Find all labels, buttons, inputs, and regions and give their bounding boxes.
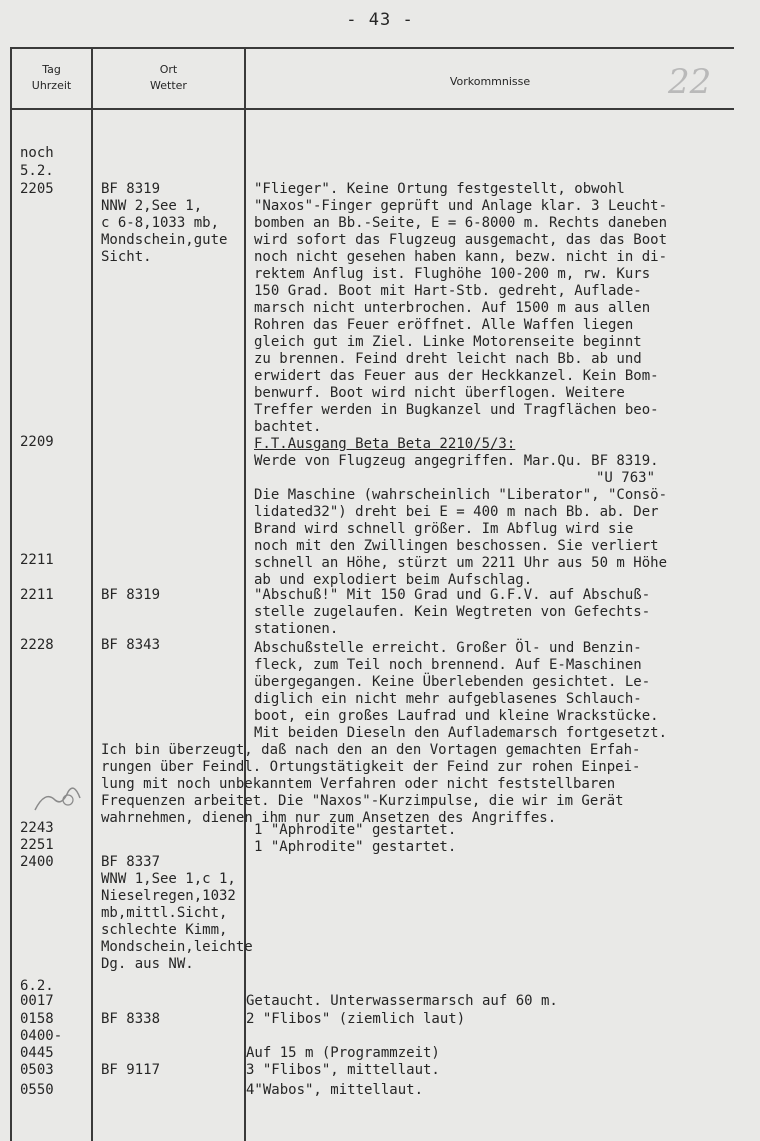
header-tag: Tag [42,63,61,76]
radio-message-signature: "U 763" [596,470,656,486]
event-text: fleck, zum Teil noch brennend. Auf E-Maschinen [254,657,642,673]
time-entry: 2228 [20,637,54,653]
location-weather: BF 8338 [101,1011,161,1027]
event-text: diglich ein nicht mehr aufgeblasenes Schlauch- [254,691,642,707]
event-text: "Flieger". Keine Ortung festgestellt, obwohl [254,181,625,197]
time-entry: 5.2. [20,163,54,179]
event-text: bachtet. [254,419,322,435]
location-weather: BF 9117 [101,1062,161,1078]
header-bottom-rule [10,108,734,110]
event-text: noch mit den Zwillingen beschossen. Sie verliert [254,538,659,554]
location-weather: Mondschein,gute [101,232,228,248]
time-entry: noch [20,145,54,161]
event-text: stelle zugelaufen. Kein Wegtreten von Gefechts- [254,604,651,620]
location-weather: BF 8337 [101,854,161,870]
location-weather: c 6-8,1033 mb, [101,215,220,231]
location-weather: BF 8343 [101,637,161,653]
time-entry: 0445 [20,1045,54,1061]
event-text: "Abschuß!" Mit 150 Grad und G.F.V. auf Abschuß- [254,587,651,603]
event-text: ab und explodiert beim Aufschlag. [254,572,533,588]
header-tag-uhrzeit [12,62,91,94]
event-text: noch nicht gesehen haben kann, bezw. nicht in di- [254,249,668,265]
event-text: bomben an Bb.-Seite, E = 6-8000 m. Rechts daneben [254,215,668,231]
event-text: wird sofort das Flugzeug ausgemacht, das das Boot [254,232,668,248]
location-weather: Sicht. [101,249,152,265]
event-text: 2 "Flibos" (ziemlich laut) [246,1011,466,1027]
event-text: Brand wird schnell größer. Im Abflug wird sie [254,521,634,537]
location-weather: WNW 1,See 1,c 1, [101,871,236,887]
header-ort: Ort [159,63,178,76]
table-left-rule [10,47,12,1141]
assessment-text: Ich bin überzeugt, daß nach den an den Vortagen gemachten Erfah- [101,742,641,758]
event-text: Auf 15 m (Programmzeit) [246,1045,440,1061]
column-divider-1 [91,47,93,1141]
page-number: - 43 - [346,10,414,30]
time-entry: 2211 [20,552,54,568]
location-weather: Dg. aus NW. [101,956,194,972]
time-entry: 0550 [20,1082,54,1098]
event-text: 3 "Flibos", mittellaut. [246,1062,440,1078]
archive-stamp-number: 22 [668,62,712,102]
event-text: Getaucht. Unterwassermarsch auf 60 m. [246,993,558,1009]
event-text: 1 "Aphrodite" gestartet. [254,839,457,855]
time-entry: 2205 [20,181,54,197]
event-text: Abschußstelle erreicht. Großer Öl- und Benzin- [254,640,642,656]
location-weather: BF 8319 [101,181,161,197]
event-text: übergegangen. Keine Überlebenden gesichtet. Le- [254,674,651,690]
event-text: erwidert das Feuer aus der Heckkanzel. Kein Bom- [254,368,659,384]
event-text: "Naxos"-Finger geprüft und Anlage klar. 3 Leucht- [254,198,668,214]
header-uhrzeit: Uhrzeit [31,79,72,92]
column-divider-2 [244,47,246,1141]
event-text: Werde von Flugzeug angegriffen. Mar.Qu. BF 8319. [254,453,659,469]
header-vorkommnisse: Vorkommnisse [449,75,531,88]
location-weather: NNW 2,See 1, [101,198,203,214]
time-entry: 2209 [20,434,54,450]
table-top-rule [10,47,734,49]
event-text: Rohren das Feuer eröffnet. Alle Waffen liegen [254,317,634,333]
event-text: Die Maschine (wahrscheinlich "Liberator", "Consö- [254,487,668,503]
assessment-text: wahrnehmen, dienen ihm nur zum Ansetzen des Angriffes. [101,810,557,826]
time-entry: 2243 [20,820,54,836]
time-entry: 0158 [20,1011,54,1027]
event-text: stationen. [254,621,339,637]
assessment-text: rungen über Feindl. Ortungstätigkeit der Feind zur rohen Einpei- [101,759,641,775]
time-entry: 0017 [20,993,54,1009]
time-entry: 2400 [20,854,54,870]
event-text: 150 Grad. Boot mit Hart-Stb. gedreht, Auflade- [254,283,642,299]
time-entry: 2211 [20,587,54,603]
time-entry: 2251 [20,837,54,853]
event-text: Treffer werden in Bugkanzel und Tragflächen beo- [254,402,659,418]
event-text: 4"Wabos", mittellaut. [246,1082,424,1098]
margin-doodle-icon [30,770,90,820]
event-text: boot, ein großes Laufrad und kleine Wrackstücke. [254,708,659,724]
location-weather: BF 8319 [101,587,161,603]
location-weather: mb,mittl.Sicht, [101,905,228,921]
event-text: zu brennen. Feind dreht leicht nach Bb. ab und [254,351,642,367]
event-text: schnell an Höhe, stürzt um 2211 Uhr aus 50 m Höhe [254,555,668,571]
time-entry: 6.2. [20,978,54,994]
event-text: 1 "Aphrodite" gestartet. [254,822,457,838]
event-text: marsch nicht unterbrochen. Auf 1500 m aus allen [254,300,651,316]
event-text: rektem Anflug ist. Flughöhe 100-200 m, rw. Kurs [254,266,651,282]
time-entry: 0503 [20,1062,54,1078]
assessment-text: Frequenzen arbeitet. Die "Naxos"-Kurzimpulse, die wir im Gerät [101,793,624,809]
radio-message-heading: F.T.Ausgang Beta Beta 2210/5/3: [254,436,516,452]
time-entry: 0400- [20,1028,63,1044]
assessment-text: lung mit noch unbekanntem Verfahren oder nicht feststellbaren [101,776,616,792]
header-wetter: Wetter [150,79,187,92]
event-text: Mit beiden Dieseln den Auflademarsch fortgesetzt. [254,725,668,741]
event-text: benwurf. Boot wird nicht überflogen. Weitere [254,385,625,401]
location-weather: schlechte Kimm, [101,922,228,938]
location-weather: Nieselregen,1032 [101,888,236,904]
event-text: gleich gut im Ziel. Linke Motorenseite beginnt [254,334,642,350]
header-ort-wetter [93,62,244,94]
location-weather: Mondschein,leichte [101,939,253,955]
event-text: lidated32") dreht bei E = 400 m nach Bb. ab. Der [254,504,659,520]
